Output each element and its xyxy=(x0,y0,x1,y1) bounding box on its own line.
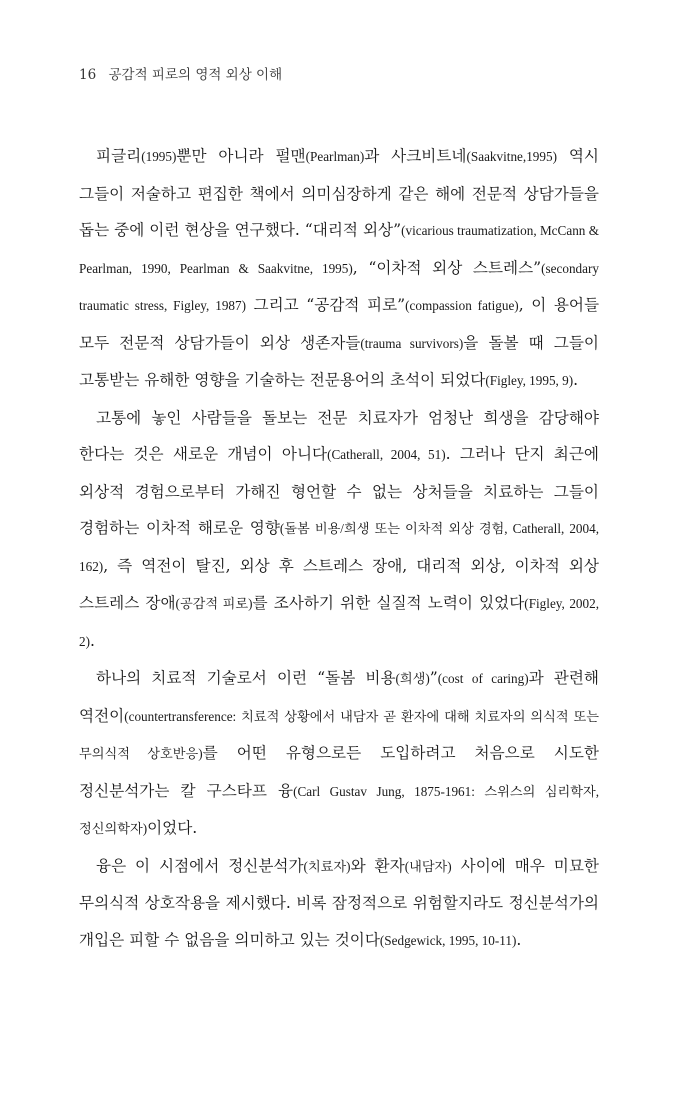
citation-text: (vicarious traumatization, McCann & Pearlman, 1990, Pearlman & Saakvitne, 1995) xyxy=(79,223,599,276)
paragraph xyxy=(79,848,599,960)
body-run: . 그러나 단지 최근에 외상적 경험으로부터 가해진 형언할 수 없는 상처들을 치료하는 그들이 경험하는 이차적 해로운 영향 xyxy=(79,445,599,537)
citation-text: (compassion fatigue) xyxy=(405,298,519,313)
body-run: 이었다. xyxy=(147,819,198,837)
body-run: 하나의 치료적 기술로서 이런 “돌봄 비용 xyxy=(96,669,396,687)
body-run: 과 사크비트네 xyxy=(364,147,467,165)
body-run: 을 돌볼 때 그들이 고통받는 유해한 영향을 기술하는 전문용어의 초석이 되었다 xyxy=(79,333,599,389)
citation-text: (countertransference: 치료적 상황에서 내담자 곧 환자에 대해 치료자의 의식적 또는 무의식적 상호반응) xyxy=(79,708,599,761)
body-run: 역시 그들이 저술하고 편집한 책에서 의미심장하게 같은 해에 전문적 상담가들을 돕는 중에 이런 현상을 연구했다. “대리적 외상” xyxy=(79,147,599,239)
running-title: 공감적 피로의 영적 외상 이해 xyxy=(108,67,283,83)
paragraph xyxy=(79,400,599,661)
body-run: . xyxy=(516,930,522,949)
body-run: 피글리 xyxy=(96,147,142,165)
body-run: 그리고 “공감적 피로” xyxy=(246,296,406,314)
body-run: 와 환자 xyxy=(350,856,405,875)
body-run: . xyxy=(90,631,95,650)
body-run: 를 조사하기 위한 실질적 노력이 있었다 xyxy=(252,594,525,612)
body-run: 융은 이 시점에서 정신분석가 xyxy=(96,856,304,875)
citation-text: (Figley, 1995, 9) xyxy=(485,373,574,388)
citation-text: (Figley, 2002, 2) xyxy=(79,596,599,649)
citation-text: (secondary traumatic stress, Figley, 1987) xyxy=(79,260,599,313)
citation-text: (Saakvitne,1995) xyxy=(466,149,557,164)
paragraph xyxy=(79,660,599,848)
body-run: 과 관련해 역전이 xyxy=(79,669,599,725)
citation-text: (내담자) xyxy=(404,858,452,874)
citation-text: (Sedgewick, 1995, 10-11) xyxy=(379,932,517,948)
citation-text: (Pearlman) xyxy=(305,149,365,164)
page-number: 16 xyxy=(79,67,97,83)
citation-text: (cost of caring) xyxy=(437,671,529,686)
citation-text: (1995) xyxy=(141,149,177,164)
citation-text: (Carl Gustav Jung, 1875-1961: 스위스의 심리학자, 정신의학자) xyxy=(79,783,600,836)
body-run: , 즉 역전이 탈진, 외상 후 스트레스 장애, 대리적 외상, 이차적 외상 스트레스 장애 xyxy=(79,556,599,612)
citation-text: (Catherall, 2004, 51) xyxy=(327,447,446,462)
body-run: , “이차적 외상 스트레스” xyxy=(352,258,542,277)
body-run: ” xyxy=(429,669,438,687)
body-run: 뿐만 아니라 펄맨 xyxy=(176,147,306,165)
body-run: 를 어떤 유형으로든 도입하려고 처음으로 시도한 정신분석가는 칼 구스타프 융 xyxy=(79,744,599,800)
paragraph xyxy=(79,138,599,400)
body-run: . xyxy=(573,371,579,389)
body-text xyxy=(79,138,599,959)
citation-text: (trauma survivors) xyxy=(360,335,464,351)
body-run: , 이 용어들 모두 전문적 상담가들이 외상 생존자들 xyxy=(79,296,600,352)
body-run: 고통에 놓인 사람들을 돌보는 전문 치료자가 엄청난 희생을 감당해야 한다는 것은 새로운 개념이 아니다 xyxy=(79,408,599,463)
body-run: 사이에 매우 미묘한 무의식적 상호작용을 제시했다. 비록 잠정적으로 위험할지라도 정신분석가의 개입은 피할 수 없음을 의미하고 있는 것이다 xyxy=(79,856,599,949)
citation-text: (공감적 피로) xyxy=(175,596,253,611)
citation-text: (희생) xyxy=(395,671,430,686)
citation-text: (돌봄 비용/희생 또는 이차적 외상 경험, Catherall, 2004, 162) xyxy=(79,521,599,574)
citation-text: (치료자) xyxy=(303,858,351,874)
running-header xyxy=(79,63,282,83)
